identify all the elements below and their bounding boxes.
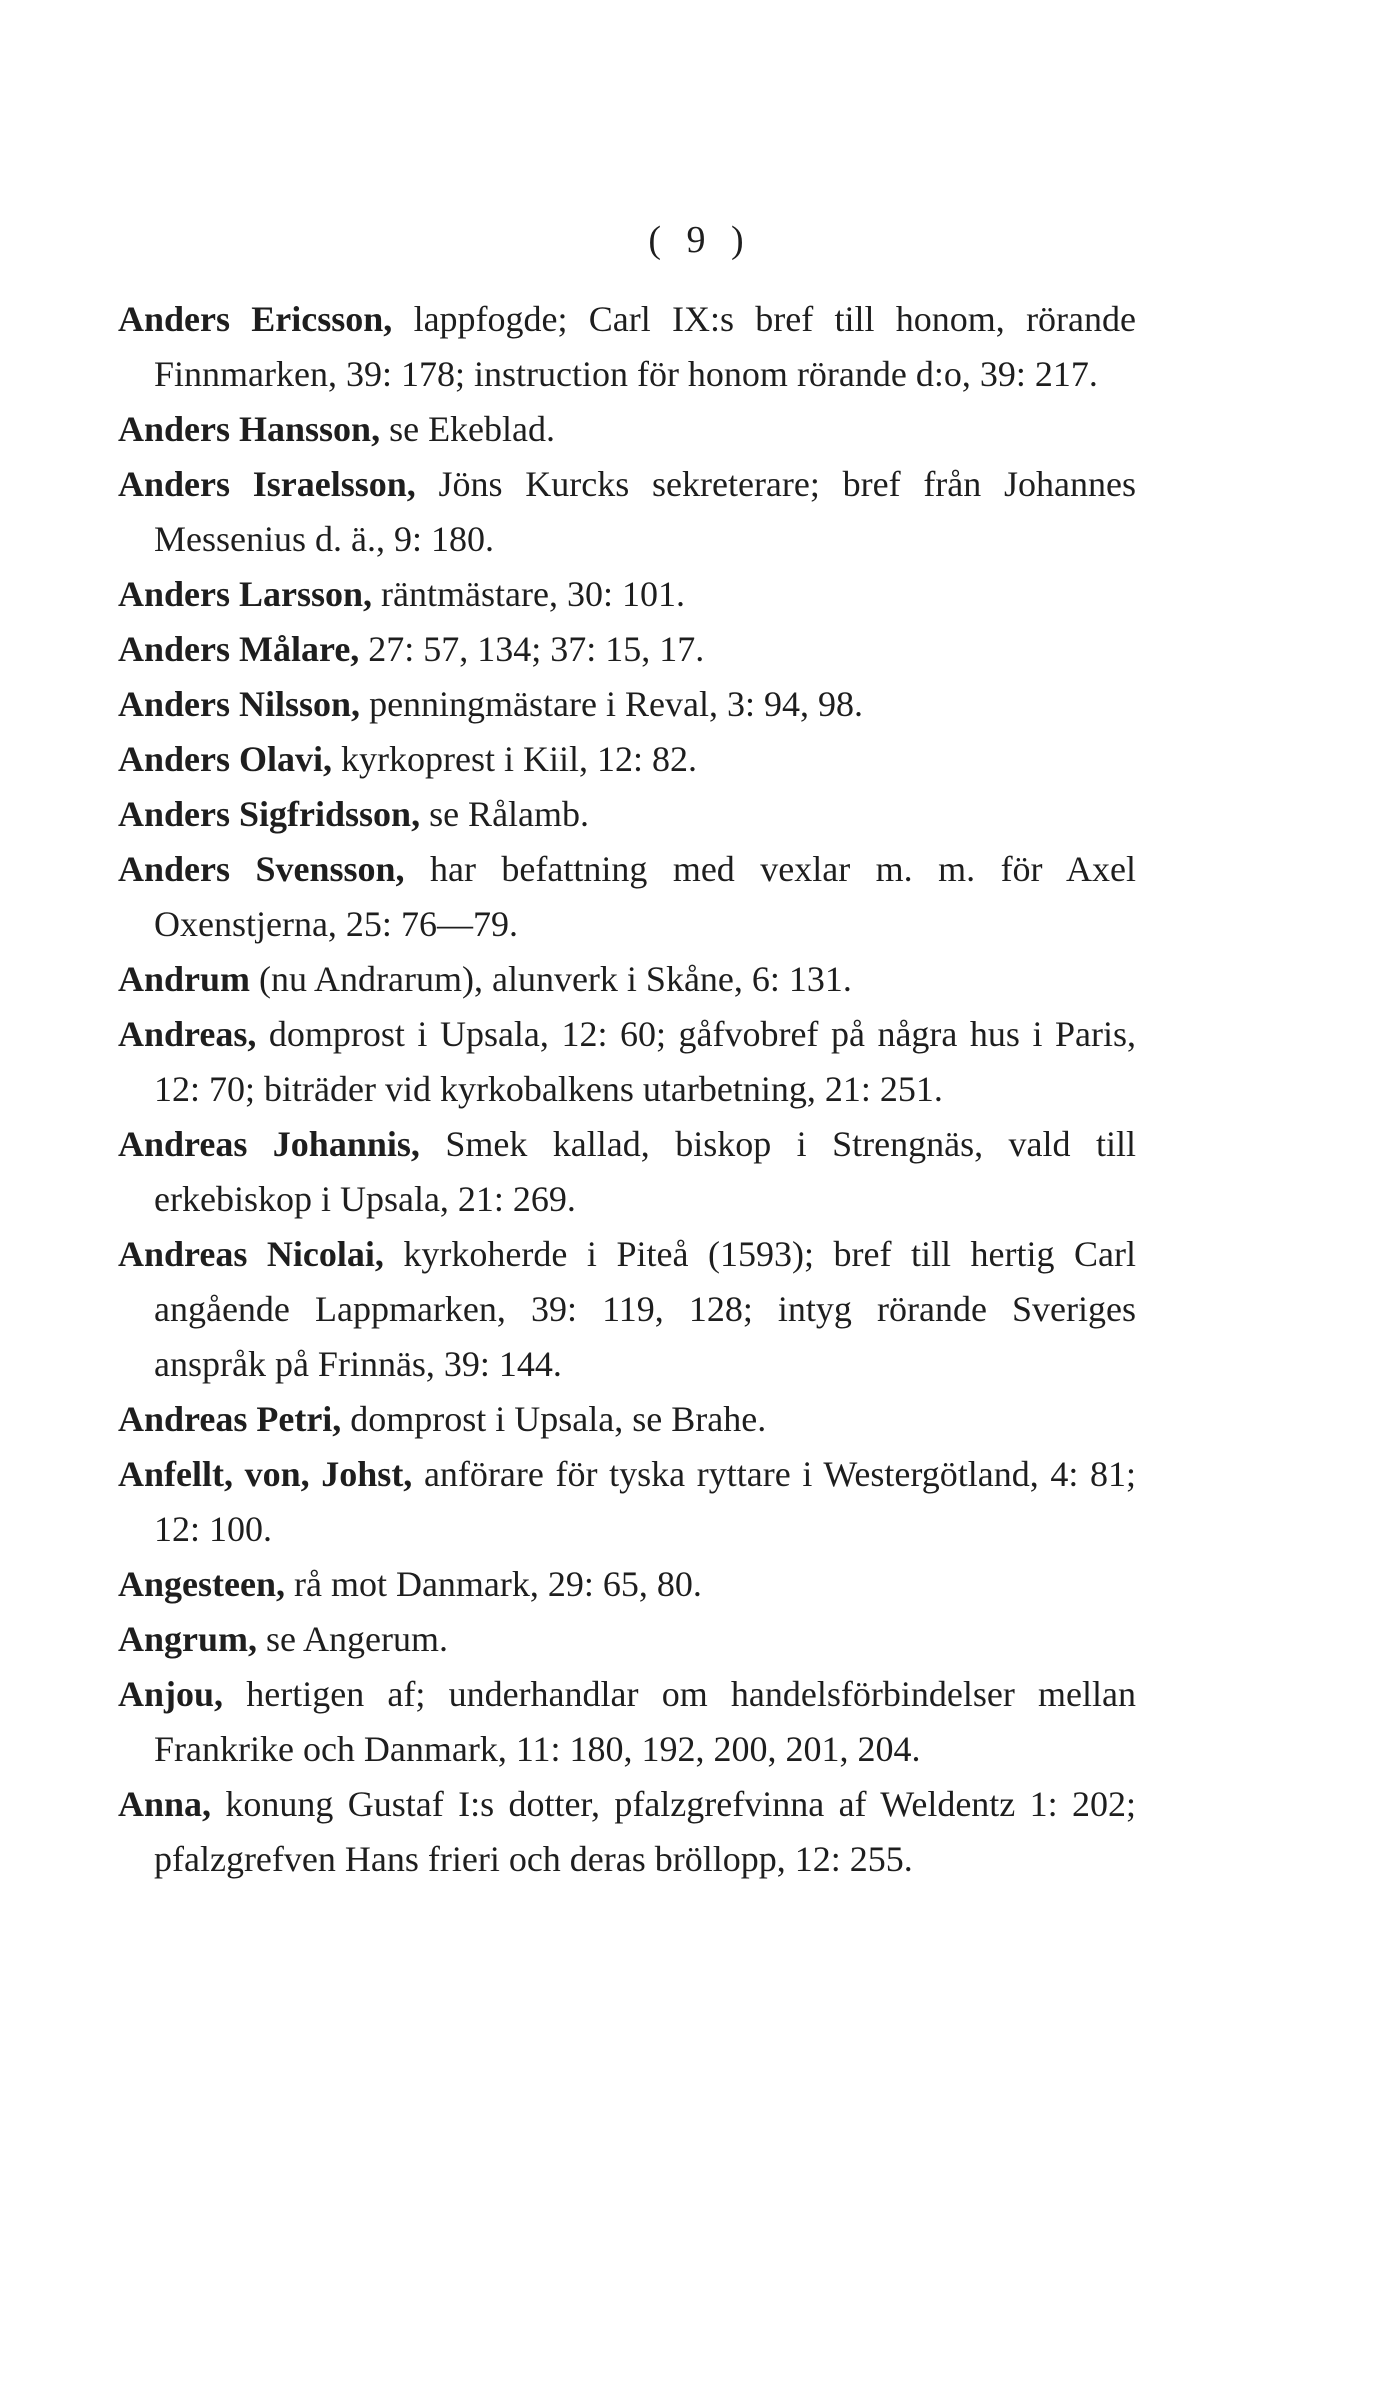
index-entry [118,622,1136,677]
entry-heading: Anjou, [118,1674,224,1714]
index-entry [118,1007,1136,1117]
index-entry [118,1117,1136,1227]
index-entry [118,1557,1136,1612]
index-entry [118,1612,1136,1667]
index-entry [118,567,1136,622]
entry-text: se Ekeblad. [380,409,556,449]
entry-heading: Andreas, [118,1014,257,1054]
entry-text: räntmästare, 30: 101. [372,574,685,614]
index-entry [118,787,1136,842]
entry-heading: Angesteen, [118,1564,285,1604]
entry-heading: Angrum, [118,1619,258,1659]
index-entry [118,677,1136,732]
entry-text: anförare för tyska ryttare i Westergötland, 4: 81; 12: 100. [154,1454,1136,1549]
index-entry [118,402,1136,457]
entry-text: kyrkoherde i Piteå (1593); bref till hertig Carl angående Lappmarken, 39: 119, 128; intyg rörande Sveriges anspråk på Frinnäs, 39: 144. [154,1234,1137,1384]
index-entry [118,1392,1136,1447]
entry-heading: Anders Hansson, [118,409,381,449]
entry-text: penningmästare i Reval, 3: 94, 98. [360,684,863,724]
entry-text: konung Gustaf I:s dotter, pfalzgrefvinna af Weldentz 1: 202; pfalzgrefven Hans frieri och deras bröllopp, 12: 255. [154,1784,1136,1879]
entry-heading: Anders Larsson, [118,574,373,614]
index-entry [118,1227,1136,1392]
entry-text: kyrkoprest i Kiil, 12: 82. [332,739,697,779]
entry-heading: Anders Ericsson, [118,299,393,339]
entry-text: se Angerum. [257,1619,448,1659]
index-entry [118,457,1136,567]
entry-heading: Anders Målare, [118,629,360,669]
entry-heading: Anna, [118,1784,212,1824]
entry-text: hertigen af; underhandlar om handelsförbindelser mellan Frankrike och Danmark, 11: 180, 192, 200, 201, 204. [154,1674,1136,1769]
entry-heading: Anfellt, von, Johst, [118,1454,413,1494]
entry-heading: Andreas Johannis, [118,1124,420,1164]
page-number: ( 9 ) [648,219,752,261]
index-entry [118,1777,1136,1887]
entry-text: se Rålamb. [420,794,590,834]
entry-text: lappfogde; Carl IX:s bref till honom, rörande Finnmarken, 39: 178; instruction för honom rörande d:o, 39: 217. [154,299,1136,394]
index-entry [118,842,1136,952]
entry-heading: Anders Sigfridsson, [118,794,421,834]
index-entry [118,952,1136,1007]
entry-text: har befattning med vexlar m. m. för Axel Oxenstjerna, 25: 76—79. [154,849,1136,944]
entry-text: Jöns Kurcks sekreterare; bref från Johannes Messenius d. ä., 9: 180. [154,464,1136,559]
entry-heading: Anders Israelsson, [118,464,416,504]
index-entry [118,1447,1136,1557]
entry-text: (nu Andrarum), alunverk i Skåne, 6: 131. [250,959,852,999]
entry-heading: Andreas Petri, [118,1399,342,1439]
entry-heading: Anders Olavi, [118,739,333,779]
entry-text: domprost i Upsala, se Brahe. [341,1399,767,1439]
index-entry [118,1667,1136,1777]
entry-text: rå mot Danmark, 29: 65, 80. [284,1564,702,1604]
entry-heading: Anders Svensson, [118,849,405,889]
entry-text: 27: 57, 134; 37: 15, 17. [359,629,705,669]
entry-text: domprost i Upsala, 12: 60; gåfvobref på några hus i Paris, 12: 70; biträder vid kyrkobalkens utarbetning, 21: 251. [154,1014,1136,1109]
index-entries [118,292,1136,1887]
entry-heading: Andreas Nicolai, [118,1234,384,1274]
entry-text: Smek kallad, biskop i Strengnäs, vald till erkebiskop i Upsala, 21: 269. [154,1124,1136,1219]
index-entry [118,732,1136,787]
index-entry [118,292,1136,402]
entry-heading: Anders Nilsson, [118,684,361,724]
entry-heading: Andrum [118,959,251,999]
